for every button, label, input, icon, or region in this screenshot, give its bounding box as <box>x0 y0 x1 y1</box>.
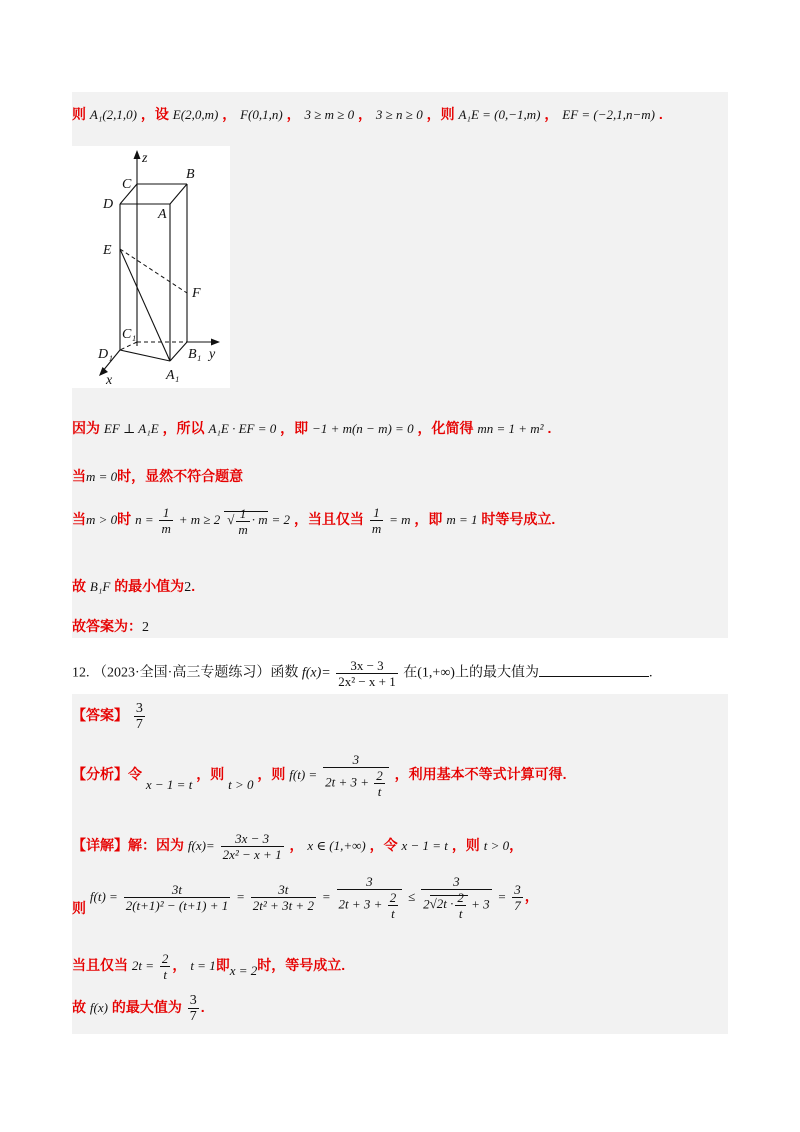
text-equality: 时等号成立. <box>481 511 556 527</box>
equals-two: = 2 <box>271 512 291 527</box>
min-value-line <box>72 576 195 598</box>
question-number: 12. <box>72 665 90 681</box>
case-m-zero <box>72 466 243 487</box>
detail-line-2 <box>72 874 539 930</box>
text-so: ，所以 <box>162 420 205 436</box>
text-ie: ，即 <box>280 420 309 436</box>
fraction <box>159 505 172 536</box>
constraint-n: 3 ≥ n ≥ 0 <box>375 107 423 122</box>
label-b1: B₁ <box>188 347 202 362</box>
detail-tag: 【详解】解：因为 <box>72 837 184 853</box>
question-source: （2023·全国·高三专题练习）函数 <box>93 665 299 681</box>
sqrt-term: 2t · <box>436 896 454 912</box>
label-b: B <box>186 167 195 182</box>
n-eq: n = <box>135 512 154 527</box>
x-equals-2: x = 2 <box>229 963 258 978</box>
interval: (1,+∞) <box>417 665 455 681</box>
label-d: D <box>103 197 114 212</box>
point-e: E(2,0,m) <box>172 107 219 122</box>
text-max: 上的最大值为 <box>454 665 539 681</box>
numerator: 3t <box>251 882 316 898</box>
text-gu: 故 <box>72 578 86 594</box>
denominator: t <box>163 966 167 982</box>
function-fraction <box>221 831 284 862</box>
text-equality: 时，等号成立. <box>257 957 346 973</box>
denominator: t <box>458 906 463 921</box>
numerator: 1 <box>236 506 249 522</box>
label-x: x <box>106 373 113 388</box>
inequality: + m ≥ 2 <box>178 512 221 527</box>
simplified-result: mn = 1 + m² <box>477 421 544 436</box>
detail-line-1 <box>72 828 523 863</box>
denominator: m <box>371 520 382 536</box>
numerator: 2 <box>457 890 464 905</box>
answer-tag: 【答案】 <box>72 707 128 723</box>
equals: = <box>321 889 331 905</box>
function-name: f(x) <box>89 1000 108 1015</box>
numerator: 2 <box>161 950 169 966</box>
question-12 <box>72 658 652 689</box>
answer-line <box>72 698 147 732</box>
text-max: 的最大值为 <box>111 999 182 1015</box>
label-e: E <box>103 243 112 258</box>
text-let: ，令 <box>369 837 398 853</box>
ft-fraction <box>323 752 389 799</box>
denominator-pre: 2t + 3 + <box>338 896 383 912</box>
period: . <box>547 420 552 436</box>
denominator: 7 <box>189 1008 197 1024</box>
numerator: 3 <box>189 992 197 1008</box>
comma: ， <box>358 106 373 122</box>
denominator: 7 <box>514 898 521 913</box>
point-f: F(0,1,n) <box>240 107 283 122</box>
fraction-4: 3 2√2t · $\frac{2}{t}$ + 3 <box>423 874 490 921</box>
case-m-positive <box>72 502 555 537</box>
segment-b1f: B₁F <box>89 579 111 594</box>
denominator: 7 <box>135 716 143 732</box>
answer-blank <box>539 664 649 677</box>
label-y: y <box>209 347 216 362</box>
label-z: z <box>142 151 148 166</box>
text-simplify: ，化简得 <box>417 420 474 436</box>
dot-product: A₁E · EF = 0 <box>208 421 277 436</box>
text-iff: 当且仅当 <box>72 957 128 973</box>
text-then: ，则 <box>196 766 225 783</box>
function-name: f(x)= <box>187 838 215 853</box>
condition: m = 0 <box>86 469 118 484</box>
detail-line-4 <box>72 990 205 1025</box>
fraction-2 <box>251 882 316 913</box>
answer-value: 2 <box>142 620 149 635</box>
denominator: 2(t+1)² − (t+1) + 1 <box>125 898 229 913</box>
numerator: 3 <box>135 700 143 716</box>
analysis-text: ，利用基本不等式计算可得. <box>394 766 567 783</box>
text-gu: 故 <box>72 999 86 1015</box>
solution-panel-1 <box>72 92 728 638</box>
numerator: 1 <box>159 505 172 521</box>
analysis-tag: 【分析】令 <box>72 766 142 783</box>
label-f: F <box>192 286 201 301</box>
function-fraction <box>336 658 398 689</box>
denominator: t <box>391 906 395 921</box>
denominator: 2x² − x + 1 <box>222 846 282 862</box>
text-when: 当 <box>72 511 86 527</box>
period: . <box>658 106 663 122</box>
fraction-3 <box>337 874 403 921</box>
function-name: f(x)= <box>301 665 331 681</box>
text-iff: ，当且仅当 <box>293 511 364 527</box>
fraction-1 <box>124 882 231 913</box>
numerator: 3x − 3 <box>336 658 398 674</box>
text-when: 当 <box>72 468 86 484</box>
text-min: 的最小值为 <box>114 578 185 594</box>
coefficient: 2 <box>423 896 430 912</box>
constraint-m: 3 ≥ m ≥ 0 <box>304 107 355 122</box>
text-then: ，则 <box>451 837 480 853</box>
ft: f(t) = <box>89 889 118 905</box>
comma: ， <box>222 106 237 122</box>
numerator: 3 <box>421 874 492 890</box>
comma: ， <box>289 837 304 853</box>
prism-figure <box>72 146 230 388</box>
numerator: 3 <box>337 874 403 890</box>
text-invalid: 时，显然不符合题意 <box>117 468 244 484</box>
dot-m: · m <box>251 512 268 527</box>
equals-m: = m <box>389 512 411 527</box>
text-ie: ，即 <box>414 511 443 527</box>
fraction-5 <box>512 882 523 913</box>
text-set: ，设 <box>140 106 169 122</box>
sqrt-expression: √ $\frac{1}{m}$ · m <box>224 511 267 527</box>
ft: f(t) = <box>289 767 318 783</box>
comma: ， <box>509 837 524 853</box>
numerator: 1 <box>370 505 383 521</box>
period: . <box>648 665 653 681</box>
plus-three: + 3 <box>471 896 490 912</box>
lhs: 2t = <box>131 958 155 973</box>
label-c: C <box>122 177 132 192</box>
min-value: 2 <box>184 580 192 595</box>
period: . <box>200 999 205 1015</box>
denominator: 2x² − x + 1 <box>338 674 396 689</box>
domain: x ∈ (1,+∞) <box>307 838 366 853</box>
numerator: 2 <box>389 890 397 905</box>
comma: ， <box>524 888 539 905</box>
text-then: ，则 <box>257 766 286 783</box>
coordinates-line <box>72 104 663 125</box>
numerator: 2 <box>376 768 383 783</box>
text-because: 因为 <box>72 420 100 436</box>
equals: = <box>497 889 507 905</box>
comma: ， <box>286 106 301 122</box>
text-answer: 故答案为： <box>72 618 142 634</box>
denominator: m <box>161 520 171 536</box>
comma: ， <box>544 106 559 122</box>
answer-fraction <box>134 701 145 732</box>
denominator: 2t² + 3t + 2 <box>252 898 314 913</box>
label-d1: D₁ <box>98 347 113 362</box>
numerator: 3 <box>514 882 521 897</box>
less-equal: ≤ <box>408 889 416 905</box>
label-a1: A₁ <box>166 368 180 383</box>
denominator-pre: 2t + 3 + <box>325 774 369 790</box>
vector-a1e: A₁E = (0,−1,m) <box>458 107 541 122</box>
label-a: A <box>158 207 167 222</box>
denominator: t <box>377 784 382 799</box>
max-fraction <box>188 993 199 1024</box>
vector-ef: EF = (−2,1,n−m) <box>562 107 656 122</box>
m-equals-1: m = 1 <box>446 512 478 527</box>
denominator: m <box>238 521 248 537</box>
perp-relation: EF ⊥ A₁E <box>103 421 159 436</box>
final-answer-line <box>72 616 149 638</box>
substitution: x − 1 = t <box>145 777 193 793</box>
perpendicular-line <box>72 418 551 439</box>
point-a1: A₁(2,1,0) <box>89 107 138 122</box>
solution-panel-2 <box>72 694 728 1034</box>
text-then: ，则 <box>426 106 455 122</box>
numerator: 3 <box>323 752 389 768</box>
condition: t > 0 <box>228 777 254 793</box>
numerator: 3t <box>124 882 231 898</box>
condition: t > 0 <box>483 838 510 853</box>
condition: m > 0 <box>86 512 118 527</box>
text-ze: 则 <box>72 900 86 917</box>
period: . <box>191 578 196 594</box>
equation: −1 + m(n − m) = 0 <box>312 421 414 436</box>
label-c1: C₁ <box>122 327 137 342</box>
comma: ， <box>172 957 187 973</box>
text-ji: 即 <box>215 957 230 973</box>
t-equals-1: t = 1 <box>190 958 216 973</box>
substitution: x − 1 = t <box>401 838 448 853</box>
fraction <box>370 505 383 536</box>
fraction <box>160 951 171 982</box>
analysis-line <box>72 752 567 804</box>
text-shi: 时 <box>117 511 132 527</box>
text-in: 在 <box>403 665 418 681</box>
equals: = <box>236 889 245 905</box>
numerator: 3x − 3 <box>221 831 284 847</box>
detail-line-3 <box>72 948 345 988</box>
text-ze: 则 <box>72 106 86 122</box>
